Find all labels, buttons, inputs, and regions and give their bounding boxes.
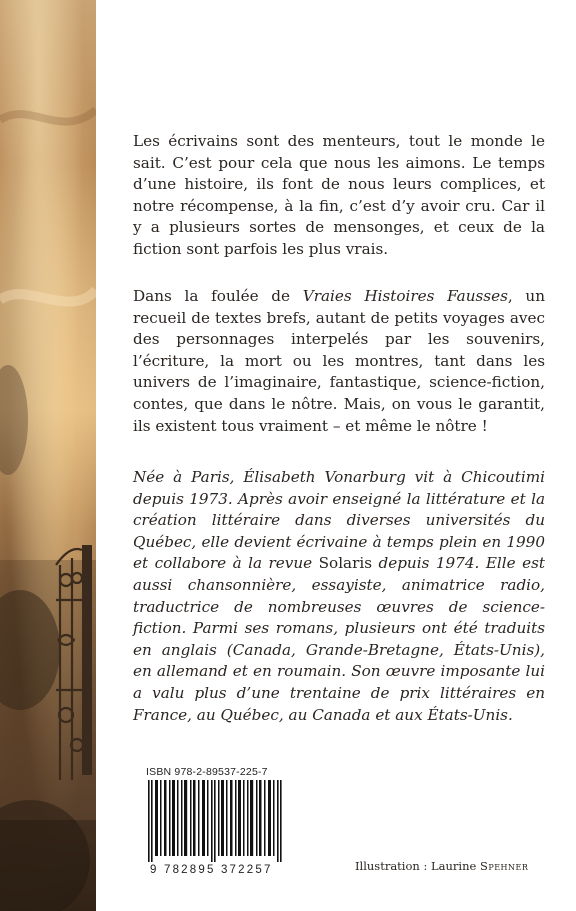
cover-illustration-strip: [0, 0, 96, 911]
isbn-label: ISBN 978-2-89537-225-7: [146, 766, 268, 778]
author-bio-body: depuis 1974. Elle est aussi chansonnière, essayiste, animatrice radio, traductrice de nombreuses œuvres de science-fiction. Parmi ses romans, plusieurs ont été traduits en anglais (Canada, Grande-Bretagne, États-Unis), en allemand et en roumain. Son œuvre imposante lui a valu plus d’une trentaine de prix littéraires en France, au Québec, au Canada et aux États-Unis.: [133, 554, 545, 724]
illustration-credit: [355, 859, 528, 873]
barcode-digits: 9 782895 372257: [150, 864, 273, 876]
magazine-title: Solaris: [318, 554, 373, 573]
blurb-p2-intro: Dans la foulée de: [133, 287, 303, 305]
credit-label: Illustration : Laurine: [355, 859, 480, 873]
author-bio-intro: Née à Paris, Élisabeth Vonarburg vit à Chicoutimi depuis 1973. Après avoir enseigné la littérature et la création littéraire dans diverses universités du Québec, elle devient écrivaine à temps plein en 1990 et collabore à la revue: [133, 468, 545, 573]
illustrator-surname: Spehner: [479, 859, 529, 873]
blurb-p2-body: , un recueil de textes brefs, autant de petits voyages avec des personnages interpelés par les souvenirs, l’écriture, la mort ou les montres, tant dans les univers de l’imaginaire, fantastique, science-fiction, contes, que dans le nôtre. Mais, on vous le garantit, ils existent tous vraiment – et même le nôtre !: [133, 287, 545, 435]
gate-illustration: [0, 0, 96, 911]
blurb-paragraph-2: [133, 286, 545, 437]
author-bio: [133, 467, 545, 726]
isbn-barcode: [146, 780, 296, 862]
collection-title: Vraies Histoires Fausses: [302, 287, 508, 305]
blurb-paragraph-1: Les écrivains sont des menteurs, tout le monde le sait. C’est pour cela que nous les aimons. Le temps d’une histoire, ils font de nous leurs complices, et notre récompense, à la fin, c’est d’y avoir cru. Car il y a plusieurs sortes de mensonges, et ceux de la fiction sont parfois les plus vrais.: [133, 132, 545, 258]
